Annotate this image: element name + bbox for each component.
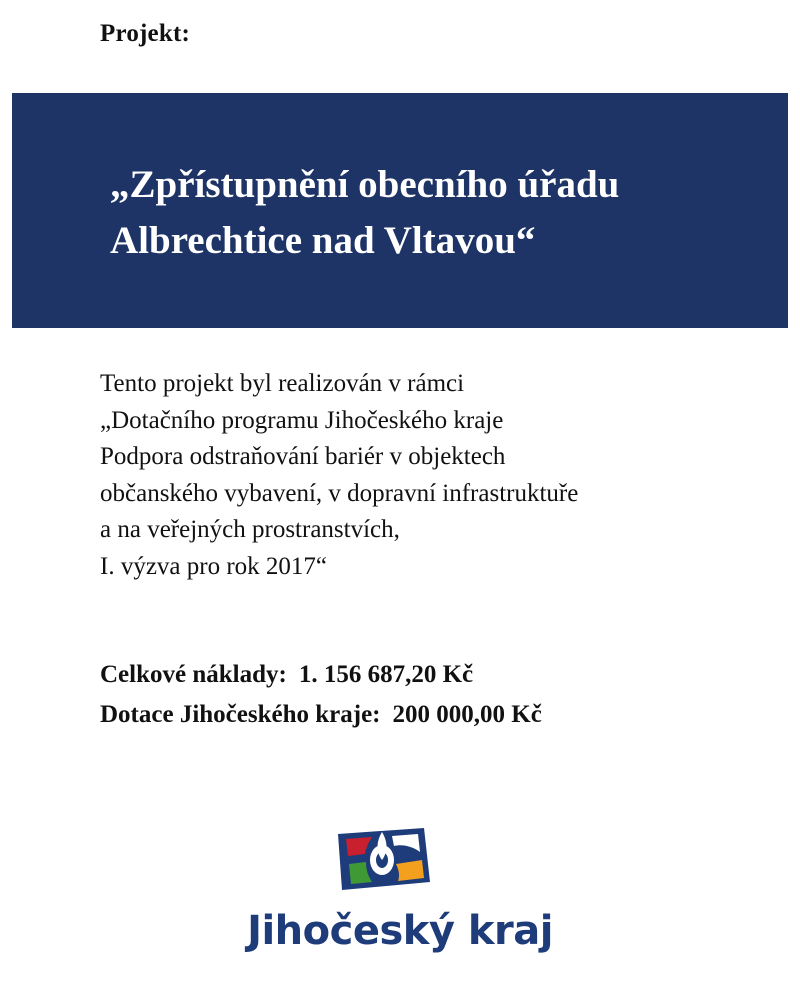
grant-label: Dotace Jihočeského kraje:	[100, 701, 381, 728]
logo-text: Jihočeský kraj	[247, 908, 553, 954]
jihocesky-kraj-emblem-icon	[332, 826, 432, 894]
description-line: Podpora odstraňování bariér v objektech	[100, 443, 506, 470]
title-line-2: Albrechtice nad Vltavou“	[110, 219, 536, 262]
description-line: „Dotačního programu Jihočeského kraje	[100, 406, 504, 434]
project-description	[100, 366, 578, 585]
total-cost-value: 1. 156 687,20 Kč	[298, 661, 474, 688]
region-logo	[230, 826, 570, 976]
grant-value: 200 000,00 Kč	[392, 701, 542, 728]
description-line: I. výzva pro rok 2017“	[100, 552, 328, 580]
description-line: Tento projekt byl realizován v rámci	[100, 370, 465, 397]
title-line-1: „Zpřístupnění obecního úřadu	[110, 163, 620, 206]
title-banner	[12, 93, 788, 328]
description-line: a na veřejných prostranstvích,	[100, 516, 400, 543]
total-cost-line	[100, 655, 542, 695]
total-cost-label: Celkové náklady:	[100, 661, 287, 688]
description-line: občanského vybavení, v dopravní infrastruktuře	[100, 479, 579, 507]
cost-summary	[100, 655, 542, 735]
grant-line	[100, 695, 542, 735]
project-heading: Projekt:	[100, 20, 190, 47]
